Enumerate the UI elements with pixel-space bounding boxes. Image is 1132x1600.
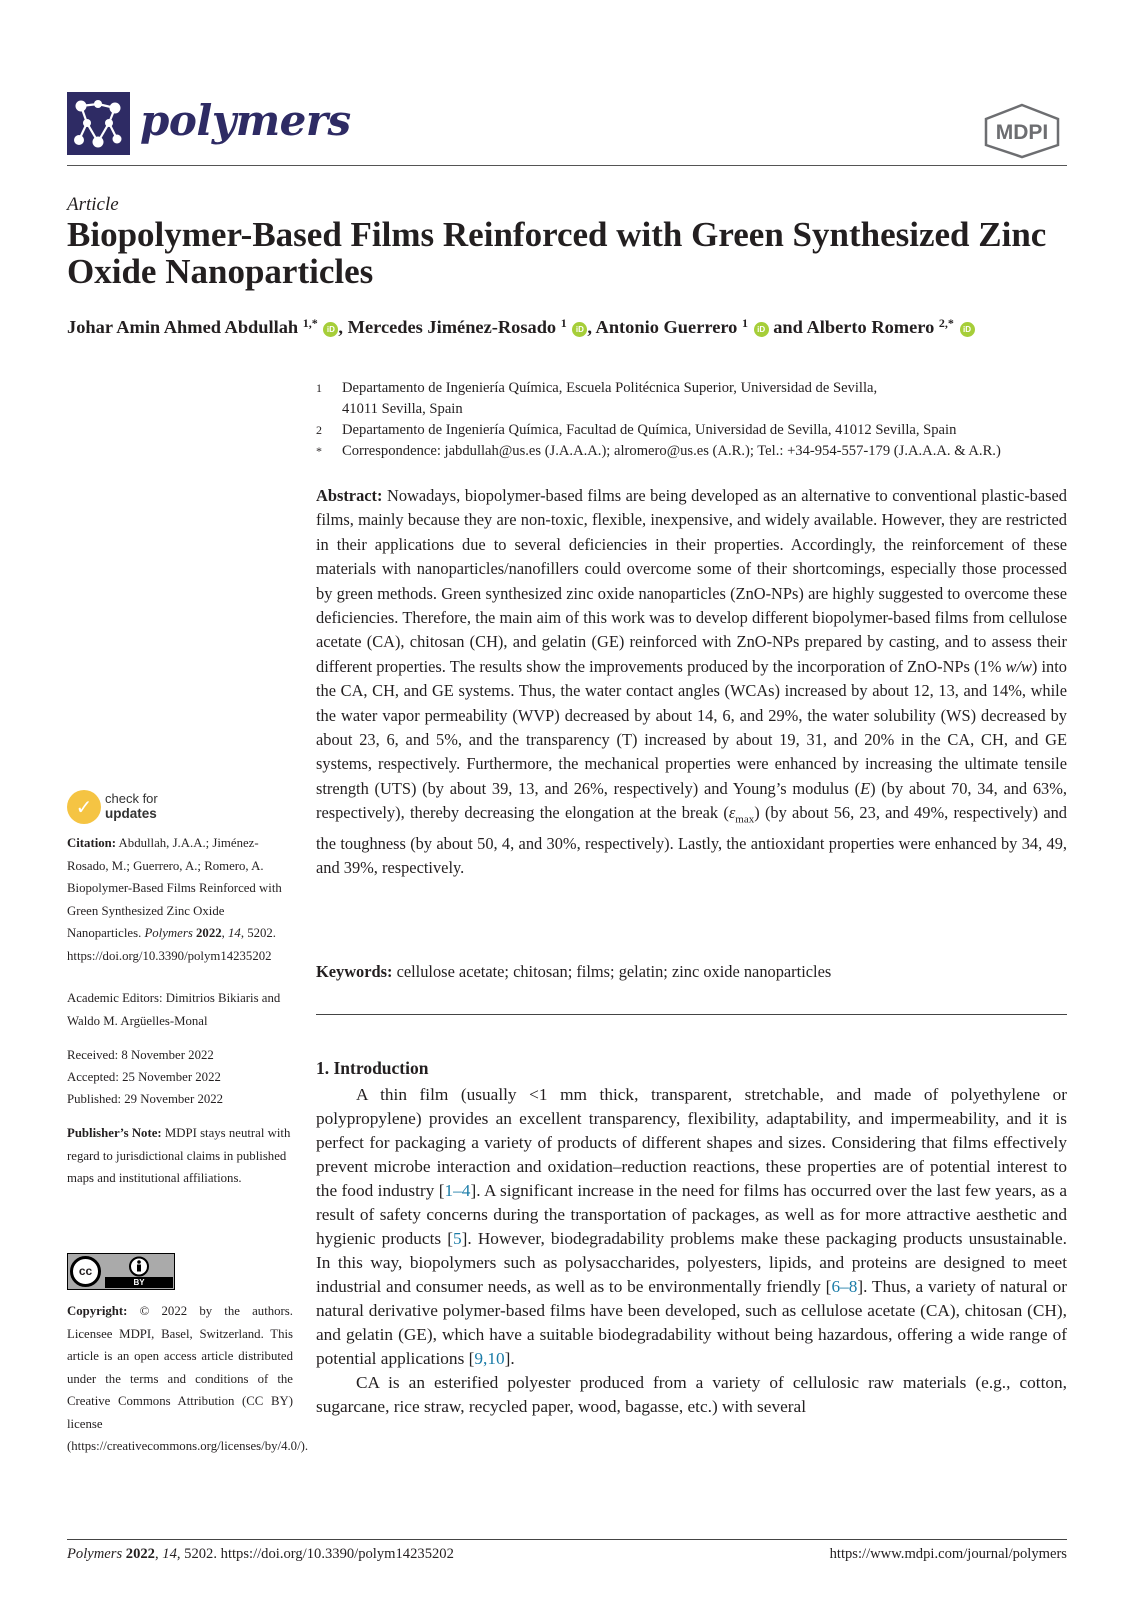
author-affiliation-mark: 2,* xyxy=(938,316,954,330)
check-updates-label: updates xyxy=(105,806,157,821)
section-divider xyxy=(316,1014,1067,1015)
author-name[interactable]: Johar Amin Ahmed Abdullah xyxy=(67,317,299,337)
orcid-icon[interactable]: iD xyxy=(572,322,587,337)
footer-journal-url[interactable]: https://www.mdpi.com/journal/polymers xyxy=(829,1546,1067,1562)
footer-divider xyxy=(67,1539,1067,1540)
cc-by-license-badge[interactable] xyxy=(67,1253,175,1290)
mdpi-logo xyxy=(982,103,1062,159)
footer-volume: 14 xyxy=(162,1546,177,1562)
reference-link[interactable]: 10 xyxy=(487,1349,505,1368)
cc-by-label: BY xyxy=(105,1277,173,1288)
affiliation-text: Departamento de Ingeniería Química, Facultad de Química, Universidad de Sevilla, 41012 Sevilla, Spain xyxy=(342,422,957,438)
author-separator: and xyxy=(768,317,807,337)
paragraph-text: ]. Thus, a variety of natural or natural derivative polymer-based films have been developed, such as cellulose acetate (CA), chitosan (CH), and gelatin (GE), which have a suitable biodegradability without being hazardous, offering a wide range of potential applications [ xyxy=(316,1277,1067,1368)
author-name[interactable]: Antonio Guerrero xyxy=(595,317,738,337)
attribution-icon xyxy=(105,1256,173,1277)
accepted-date: Accepted: 25 November 2022 xyxy=(67,1070,221,1084)
author-separator: , xyxy=(587,317,596,337)
citation-block: Citation: Abdullah, J.A.A.; Jiménez-Rosado, M.; Guerrero, A.; Romero, A. Biopolymer-Based Films Reinforced with Green Synthesized Zinc Oxide Nanoparticles. Polymers 2022, 14, 5202. https://doi.org/10.3390/polym14235202 xyxy=(67,836,282,963)
reference-link[interactable]: 6 xyxy=(831,1277,841,1296)
paragraph-text: ]. However, biodegradability problems make these packaging products unsustainable. In this way, biopolymers such as polysaccharides, polyesters, lipids, and proteins are designed to meet industrial and consumer needs, as well as to be environmentally friendly [ xyxy=(316,1229,1067,1296)
keywords-label: Keywords: xyxy=(316,962,393,981)
journal-name: polymers xyxy=(140,96,351,145)
citation-doi[interactable]: , 5202. https://doi.org/10.3390/polym14235202 xyxy=(67,926,277,963)
paragraph-text: ]. A significant increase in the need for films has occurred over the last few years, as a result of safety concerns during the transportation of packages, as well as for more attractive aesthetic and hygienic products [ xyxy=(316,1181,1067,1248)
footer-year: 2022 xyxy=(125,1546,155,1562)
reference-link[interactable]: 9 xyxy=(474,1349,484,1368)
citation-text: Abdullah, J.A.A.; Jiménez-Rosado, M.; Guerrero, A.; Romero, A. Biopolymer-Based Films Reinforced with Green Synthesized Zinc Oxide Nanoparticles. xyxy=(67,836,282,940)
affiliation-text: Departamento de Ingeniería Química, Escuela Politécnica Superior, Universidad de Sevilla, xyxy=(342,380,878,396)
abstract-text: E xyxy=(860,778,871,798)
copyright-block xyxy=(67,1300,309,1458)
citation-journal: Polymers xyxy=(144,926,193,940)
affiliation-mark: 2 xyxy=(316,423,322,437)
article-type: Article xyxy=(67,194,119,215)
author-list xyxy=(67,316,1077,338)
footer-journal: Polymers xyxy=(67,1546,123,1562)
author-separator: , xyxy=(338,317,348,337)
reference-link: , xyxy=(483,1349,488,1368)
author-affiliation-mark: 1,* xyxy=(302,316,318,330)
abstract-text: ) (by about 56, 23, and 49%, respectively) and the toughness (by about 50, 4, and 30%, respectively). Lastly, the antioxidant properties were enhanced by 34, 49, and 39%, respectively. xyxy=(316,803,1067,878)
affiliation-text: 41011 Sevilla, Spain xyxy=(342,401,463,417)
reference-link[interactable]: 4 xyxy=(461,1181,471,1200)
academic-editors: Academic Editors: Dimitrios Bikiaris and Waldo M. Argüelles-Monal xyxy=(67,991,281,1028)
article-title: Biopolymer-Based Films Reinforced with Green Synthesized Zinc Oxide Nanoparticles xyxy=(67,215,1047,291)
paragraph-text: A thin film (usually <1 mm thick, transparent, stretchable, and made of polyethylene or polypropylene) provides an excellent transparency, flexibility, adaptability, and impermeability, and it is perfect for packaging a variety of products of different shapes and sizes. Considering that films effectively prevent microbe interaction and oxidation–reduction reactions, these properties are of potential interest to the food industry [ xyxy=(316,1085,1067,1200)
paragraph-text: ]. xyxy=(504,1349,515,1368)
reference-link[interactable]: – xyxy=(840,1277,849,1296)
orcid-icon[interactable]: iD xyxy=(754,322,769,337)
reference-link[interactable]: 8 xyxy=(848,1277,858,1296)
mdpi-logo-text: MDPI xyxy=(995,121,1049,144)
copyright-label: Copyright: xyxy=(67,1304,128,1318)
reference-link[interactable]: 1 xyxy=(444,1181,454,1200)
introduction-body xyxy=(316,1083,1067,1419)
abstract-text: Nowadays, biopolymer-based films are being developed as an alternative to conventional plastic-based films, mainly because they are non-toxic, flexible, inexpensive, and widely available. However, they are restricted in their applications due to several deficiencies in their properties. Accordingly, the reinforcement of these materials with nanoparticles/nanofillers could overcome some of their shortcomings, especially those processed by green methods. Green synthesized zinc oxide nanoparticles (ZnO-NPs) are highly suggested to overcome these deficiencies. Therefore, the main aim of this work was to develop different biopolymer-based films from cellulose acetate (CA), chitosan (CH), and gelatin (GE) reinforced with ZnO-NPs prepared by casting, and to assess their different properties. The results show the improvements produced by the incorporation of ZnO-NPs (1% xyxy=(316,486,1067,676)
author-name[interactable]: Mercedes Jiménez-Rosado xyxy=(347,317,557,337)
correspondence-text: Correspondence: jabdullah@us.es (J.A.A.A.); alromero@us.es (A.R.); Tel.: +34-954-557-179 (J.A.A.A. & A.R.) xyxy=(342,443,1001,459)
abstract-text: ε xyxy=(728,803,736,823)
citation-label: Citation: xyxy=(67,836,117,850)
citation-volume: 14 xyxy=(228,926,241,940)
copyright-text: © 2022 by the authors. Licensee MDPI, Basel, Switzerland. This article is an open access article distributed under the terms and conditions of the Creative Commons Attribution (CC BY) license (https://creativecommons.org/licenses/by/4.0/). xyxy=(67,1304,309,1453)
affiliation-mark: 1 xyxy=(316,381,322,395)
polymers-logo-icon xyxy=(67,92,130,155)
paragraph: CA is an esterified polyester produced from a variety of cellulosic raw materials (e.g., cotton, sugarcane, rice straw, recycled paper, wood, bagasse, etc.) with several xyxy=(316,1373,1067,1416)
publisher-note-label: Publisher’s Note: xyxy=(67,1126,162,1140)
header-divider xyxy=(67,165,1067,166)
reference-link[interactable]: – xyxy=(453,1181,462,1200)
check-for-updates-button[interactable] xyxy=(67,790,177,826)
abstract xyxy=(316,484,1067,881)
publisher-note-text: MDPI stays neutral with regard to jurisdictional claims in published maps and institutional affiliations. xyxy=(67,1126,291,1185)
paragraph xyxy=(316,1083,1067,1371)
orcid-icon[interactable]: iD xyxy=(323,322,338,337)
author-name[interactable]: Alberto Romero xyxy=(806,317,935,337)
received-date: Received: 8 November 2022 xyxy=(67,1048,214,1062)
abstract-text: ) (by about 70, 34, and 63%, respectively), thereby decreasing the elongation at the break ( xyxy=(316,778,1068,823)
reference-link[interactable]: 5 xyxy=(453,1229,462,1248)
abstract-text: max xyxy=(735,813,755,826)
keywords xyxy=(316,962,1067,982)
footer-doi[interactable]: , 5202. https://doi.org/10.3390/polym14235202 xyxy=(176,1546,454,1562)
creative-commons-icon: cc xyxy=(70,1256,101,1287)
author-affiliation-mark: 1 xyxy=(560,316,567,330)
author-affiliation-mark: 1 xyxy=(742,316,748,330)
checkmark-icon: ✓ xyxy=(67,790,101,824)
citation-year: 2022 xyxy=(196,926,222,940)
publisher-note xyxy=(67,1122,293,1190)
abstract-text: w/w xyxy=(1005,656,1032,676)
section-heading: 1. Introduction xyxy=(316,1058,429,1078)
published-date: Published: 29 November 2022 xyxy=(67,1092,224,1106)
orcid-icon[interactable]: iD xyxy=(960,322,975,337)
abstract-text: ) into the CA, CH, and GE systems. Thus, the water contact angles (WCAs) increased by about 12, 13, and 14%, while the water vapor permeability (WVP) decreased by about 14, 6, and 29%, the water solubility (WS) decreased by about 23, 6, and 5%, and the transparency (T) increased by about 19, 31, and 20% in the CA, CH, and GE systems, respectively. Furthermore, the mechanical properties were enhanced by increasing the ultimate tensile strength (UTS) (by about 39, 13, and 26%, respectively) and Young’s modulus ( xyxy=(316,656,1067,798)
keywords-text: cellulose acetate; chitosan; films; gelatin; zinc oxide nanoparticles xyxy=(392,962,832,981)
check-updates-label: check for xyxy=(105,791,158,806)
footer-citation: Polymers 2022, 14, 5202. https://doi.org/10.3390/polym14235202 xyxy=(67,1546,454,1562)
abstract-label: Abstract: xyxy=(316,486,383,505)
correspondence-mark: * xyxy=(316,444,322,458)
